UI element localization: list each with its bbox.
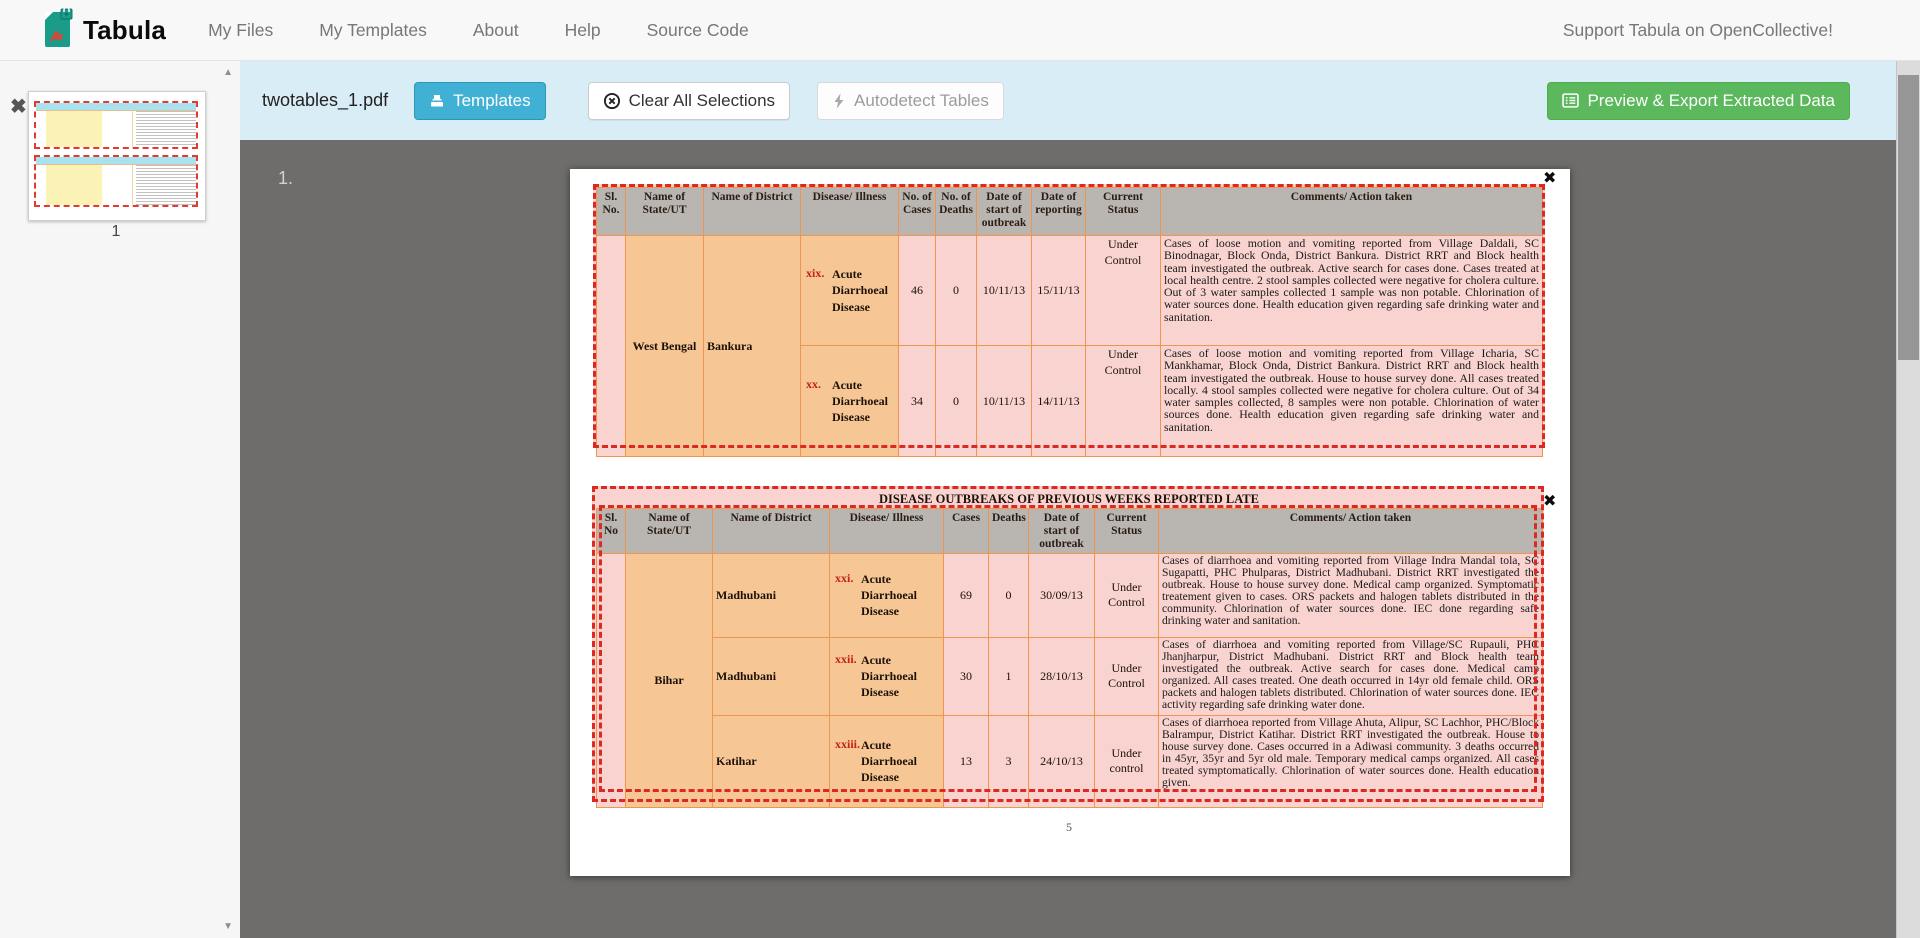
page-1-thumbnail[interactable] [28, 91, 206, 221]
disease-name: Acute Diarrhoeal Disease [861, 652, 917, 700]
disease-cell [801, 346, 899, 457]
sidebar-scroll-up-icon[interactable]: ▲ [223, 67, 233, 78]
status-cell: Under Control [1095, 637, 1159, 715]
mini-table-header [36, 103, 196, 111]
current-filename: twotables_1.pdf [262, 90, 389, 110]
start-date-cell: 24/10/13 [1029, 715, 1095, 807]
comment-cell: Cases of diarrhoea and vomiting reported from Village/SC Rupauli, PHC Jhanjharpur, District Madhubani. District RRT and Block health team investigated the outbreak. Active search for cases done. Medical camp organized. All cases treated. One death occurred in 14yr old female child. ORS packets and halogen tablets distributed. Chlorination of water sources done. IEC activity regarding safe drinking water done. [1159, 637, 1543, 715]
district-cell: Madhubani [713, 637, 830, 715]
mini-table-body [36, 165, 196, 205]
sidebar-scroll-down-icon[interactable]: ▼ [223, 921, 233, 932]
col-header: Date of reporting [1032, 188, 1086, 236]
table-row [597, 715, 1543, 807]
cases-cell: 30 [944, 637, 989, 715]
start-date-cell: 10/11/13 [977, 236, 1032, 346]
main-scrollbar-track[interactable] [1896, 61, 1920, 938]
status-cell: Under Control [1086, 346, 1161, 457]
disease-cell [830, 637, 944, 715]
thumbnail-page-number: 1 [111, 223, 121, 240]
thumbnail-selection-1 [34, 101, 198, 149]
status-cell: Under Control [1086, 236, 1161, 346]
col-header: Date of start of outbreak [1029, 509, 1095, 554]
table-disease-outbreaks-late [596, 508, 1543, 808]
col-header: No. of Cases [899, 188, 936, 236]
report-date-cell: 14/11/13 [1032, 346, 1086, 457]
comment-cell: Cases of diarrhoea reported from Village Ahuta, Alipur, SC Lachhor, PHC/Block Balrampur, District Katihar. District RRT investigated the outbreak. House to house survey done. Cases occurred in a Adiwasi community. 3 deaths occurred in 45yr, 35yr and 5yr old male. Temporary medical camps organized. All cases treated symptomatically. Chlorination of water sources done. Health education given. [1159, 715, 1543, 807]
top-navbar [0, 0, 1920, 61]
col-header: Disease/ Illness [801, 188, 899, 236]
clear-all-selections-button[interactable] [588, 82, 790, 120]
templates-label: Templates [453, 90, 531, 110]
state-cell: West Bengal [626, 236, 704, 457]
disease-cell [801, 236, 899, 346]
selection-2-close-icon[interactable]: ✖ [1543, 491, 1557, 510]
col-header: Comments/ Action taken [1159, 509, 1543, 554]
pdf-page-number: 5 [1066, 820, 1072, 834]
disease-name: Acute Diarrhoeal Disease [832, 377, 888, 425]
col-header: Name of District [704, 188, 801, 236]
disease-name: Acute Diarrhoeal Disease [861, 571, 917, 619]
col-header: Sl. No. [597, 188, 626, 236]
brand-name: Tabula [83, 14, 167, 45]
comment-cell: Cases of loose motion and vomiting reported from Village Daldali, SC Binodnagar, Block Onda, District Bankura. District RRT and Block health team investigated the outbreak. Active search for cases done. Cases treated at local health centre. 2 stool samples collected were negative for cholera culture. Out of 3 water samples collected 1 sample was non potable. Chlorination of water sources done. Health education given regarding safe drinking water and sanitation. [1161, 236, 1543, 346]
state-cell: Bihar [626, 553, 713, 807]
start-date-cell: 28/10/13 [1029, 637, 1095, 715]
toolbar [240, 61, 1896, 140]
table-row [597, 637, 1543, 715]
main-scrollbar-thumb[interactable] [1898, 75, 1919, 360]
col-header: Name of State/UT [626, 509, 713, 554]
deaths-cell: 0 [989, 553, 1029, 637]
deaths-cell: 1 [989, 637, 1029, 715]
serial-roman: xxi. [835, 570, 854, 585]
clear-label: Clear All Selections [628, 90, 776, 110]
templates-button[interactable] [414, 82, 545, 120]
nav-my-files[interactable]: My Files [208, 19, 274, 40]
disease-cell [830, 553, 944, 637]
serial-roman: xxii. [835, 651, 857, 666]
col-header: Current Status [1095, 509, 1159, 554]
table1-header-row [597, 188, 1543, 236]
col-header: No. of Deaths [936, 188, 977, 236]
col-header: Current Status [1086, 188, 1161, 236]
tabula-logo-icon [44, 8, 73, 53]
support-link[interactable]: Support Tabula on OpenCollective! [1562, 19, 1833, 40]
serial-roman: xx. [806, 376, 821, 391]
autodetect-tables-button[interactable] [817, 82, 1004, 120]
col-header: Comments/ Action taken [1161, 188, 1543, 236]
comment-cell: Cases of diarrhoea and vomiting reported from Village Indra Mandal tola, SC Sugapatti, PHC Phulparas, District Madhubani. District RRT investigated the outbreak. House to house survey done. Medical camp organized. Symptomatic treatement given to cases. ORS packets and halogen tablets distributed in the community. Chlorination of water sources done. IEC done regarding safe drinking water and sanitation. [1159, 553, 1543, 637]
nav-about[interactable]: About [472, 19, 519, 40]
table2-header-row [597, 509, 1543, 554]
page-list-number: 1. [278, 168, 294, 188]
mini-table-body [36, 111, 196, 147]
list-alt-icon [1562, 92, 1579, 109]
serial-roman: xxiii. [835, 736, 861, 751]
comment-cell: Cases of loose motion and vomiting reported from Village Icharia, SC Mankhamar, Block Onda, District Bankura. District RRT and Block health team investigated the outbreak. House to house survey done. All cases treated locally. 4 stool samples collected were negative for cholera culture. Out of 34 water samples collected, 8 samples were non potable. Chlorination of water sources done. Health education given regarding safe drinking water and sanitation. [1161, 346, 1543, 457]
lightning-icon [832, 93, 846, 109]
cases-cell: 46 [899, 236, 936, 346]
serial-roman: xix. [806, 266, 825, 281]
col-header: Disease/ Illness [830, 509, 944, 554]
remove-page-icon[interactable]: ✖ [10, 96, 27, 118]
col-header: Date of start of outbreak [977, 188, 1032, 236]
thumbnail-selection-2 [34, 155, 198, 207]
deaths-cell: 0 [936, 236, 977, 346]
table-disease-outbreaks-current [596, 187, 1543, 457]
templates-icon [429, 93, 445, 109]
district-cell: Madhubani [713, 553, 830, 637]
table2-title: DISEASE OUTBREAKS OF PREVIOUS WEEKS REPORTED LATE [596, 491, 1542, 508]
deaths-cell: 3 [989, 715, 1029, 807]
cases-cell: 34 [899, 346, 936, 457]
export-label: Preview & Export Extracted Data [1587, 90, 1835, 110]
cases-cell: 13 [944, 715, 989, 807]
district-cell: Katihar [713, 715, 830, 807]
clear-circle-x-icon [603, 92, 621, 110]
disease-name: Acute Diarrhoeal Disease [861, 737, 917, 785]
district-cell: Bankura [704, 236, 801, 457]
nav-source-code[interactable]: Source Code [646, 19, 749, 40]
status-cell: Under control [1095, 715, 1159, 807]
status-cell: Under Control [1095, 553, 1159, 637]
disease-cell [830, 715, 944, 807]
col-header: Sl. No [597, 509, 626, 554]
col-header: Name of District [713, 509, 830, 554]
table-row [597, 236, 1543, 346]
col-header: Cases [944, 509, 989, 554]
disease-name: Acute Diarrhoeal Disease [832, 267, 888, 314]
page-thumbnail-sidebar [0, 61, 240, 938]
document-viewer [240, 140, 1896, 938]
tabula-brand[interactable] [44, 8, 166, 53]
deaths-cell: 0 [936, 346, 977, 457]
pdf-page-1[interactable] [570, 169, 1570, 876]
selection-1-close-icon[interactable]: ✖ [1543, 168, 1557, 187]
table-row [597, 553, 1543, 637]
report-date-cell: 15/11/13 [1032, 236, 1086, 346]
cases-cell: 69 [944, 553, 989, 637]
mini-table-header [36, 157, 196, 165]
autodetect-label: Autodetect Tables [854, 90, 989, 110]
start-date-cell: 10/11/13 [977, 346, 1032, 457]
nav-help[interactable]: Help [564, 19, 601, 40]
nav-links [208, 20, 749, 41]
nav-my-templates[interactable]: My Templates [319, 19, 427, 40]
col-header: Name of State/UT [626, 188, 704, 236]
col-header: Deaths [989, 509, 1029, 554]
start-date-cell: 30/09/13 [1029, 553, 1095, 637]
preview-export-button[interactable] [1547, 82, 1850, 120]
